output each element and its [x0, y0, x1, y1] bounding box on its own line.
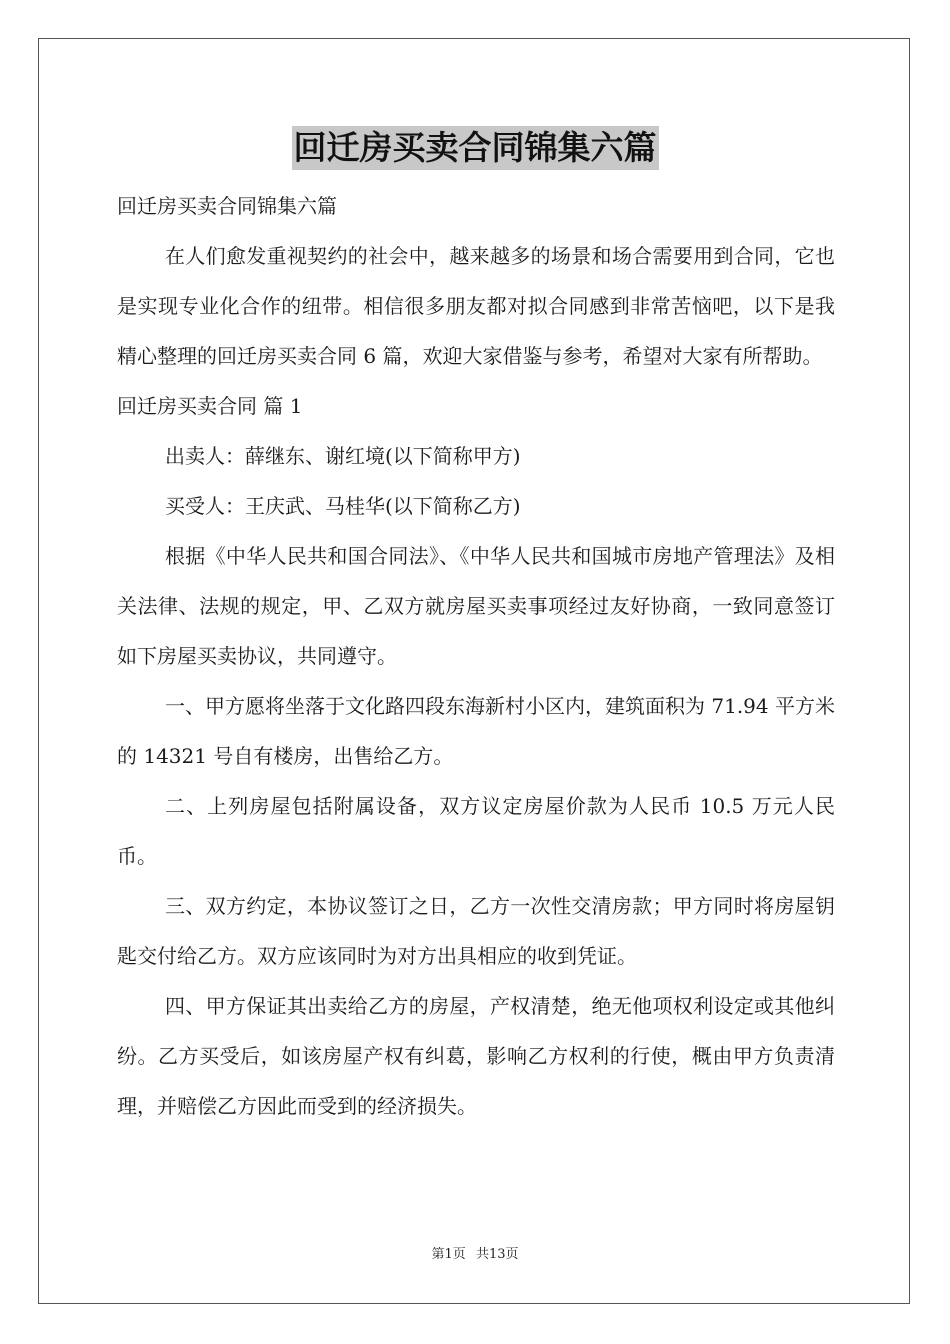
paragraph: 买受人：王庆武、马桂华(以下简称乙方): [165, 494, 521, 518]
document-body: [117, 181, 835, 1131]
paragraph: 一、甲方愿将坐落于文化路四段东海新村小区内，建筑面积为 71.94 平方米的 14321 号自有楼房，出售给乙方。: [117, 694, 835, 768]
document-title: 回迁房买卖合同锦集六篇: [292, 126, 659, 170]
title-wrap: [0, 126, 950, 170]
paragraph: 在人们愈发重视契约的社会中，越来越多的场景和场合需要用到合同，它也是实现专业化合作的纽带。相信很多朋友都对拟合同感到非常苦恼吧，以下是我精心整理的回迁房买卖合同 6 篇，欢迎大家借鉴与参考，希望对大家有所帮助。: [117, 244, 835, 368]
page-number: 第1页: [431, 1247, 466, 1262]
paragraph: 回迁房买卖合同锦集六篇: [117, 194, 337, 218]
paragraph: 根据《中华人民共和国合同法》、《中华人民共和国城市房地产管理法》及相关法律、法规的规定，甲、乙双方就房屋买卖事项经过友好协商，一致同意签订如下房屋买卖协议，共同遵守。: [117, 544, 835, 668]
paragraph: 三、双方约定，本协议签订之日，乙方一次性交清房款；甲方同时将房屋钥匙交付给乙方。双方应该同时为对方出具相应的收到凭证。: [117, 894, 835, 968]
paragraph: 回迁房买卖合同 篇 1: [117, 394, 303, 418]
page-total: 共13页: [475, 1247, 519, 1262]
paragraph: 出卖人：薛继东、谢红境(以下简称甲方): [165, 444, 521, 468]
page-footer: [0, 1246, 950, 1264]
paragraph: 四、甲方保证其出卖给乙方的房屋，产权清楚，绝无他项权利设定或其他纠纷。乙方买受后，如该房屋产权有纠葛，影响乙方权利的行使，概由甲方负责清理，并赔偿乙方因此而受到的经济损失。: [117, 994, 835, 1118]
paragraph: 二、上列房屋包括附属设备，双方议定房屋价款为人民币 10.5 万元人民币。: [117, 794, 835, 868]
